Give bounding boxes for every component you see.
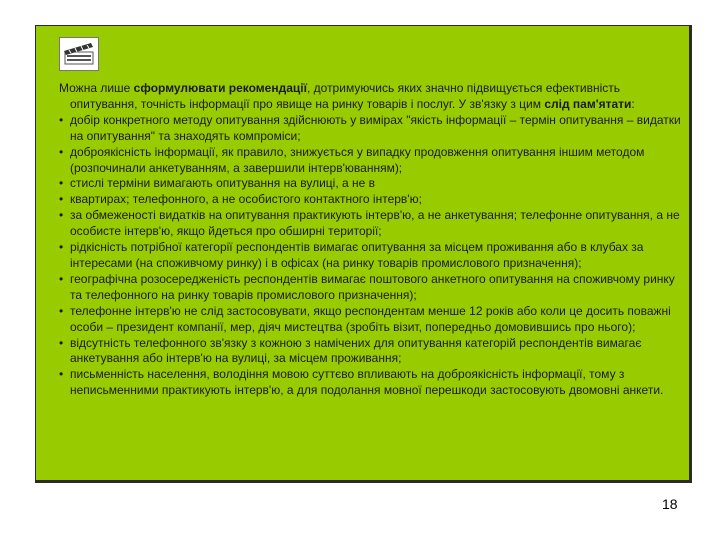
list-item <box>59 240 689 272</box>
list-item-text: відсутність телефонного зв'язку з кожною з намічених для опитування категорій респондентів вимагає анкетування або інтерв'ю на вулиці, за місцем проживання; <box>70 335 642 366</box>
list-item-text: доброякісність інформації, як правило, знижується у випадку продовження опитування іншим методом (розпочинали анкетуванням, а завершили інтерв'юванням); <box>70 144 645 175</box>
list-item-text: рідкісність потрібної категорії респондентів вимагає опитування за місцем проживання або в клубах за інтересами (на споживчому ринку) і в офісах (на ринку товарів промислового призначення); <box>70 240 644 270</box>
bullet-icon: • <box>59 335 64 350</box>
bullet-icon: • <box>59 144 64 159</box>
content-panel <box>35 25 692 483</box>
page-number: 18 <box>662 496 678 512</box>
bullet-icon: • <box>59 271 64 286</box>
list-item <box>59 304 689 336</box>
bullet-icon: • <box>59 192 64 207</box>
list-item-text: письменність населення, володіння мовою суттєво впливають на доброякісність інформації, тому з неписьменними практикують інтерв'ю, а для подолання мовної перешкоди застосовують двомовні анкети. <box>70 367 664 398</box>
intro-part-3: : <box>631 96 635 111</box>
list-item-text: за обмеженості видатків на опитування практикують інтерв'ю, а не анкетування; телефонне опитування, а не особисте інтерв'ю, якщо йдеться про обширні території; <box>70 208 680 239</box>
list-item-text: квартирах; телефонного, а не особистого контактного інтерв'ю; <box>70 192 422 207</box>
list-item <box>59 336 689 368</box>
intro-bold-1: сформулювати рекомендації <box>133 81 307 95</box>
bullet-icon: • <box>59 112 64 127</box>
intro-part-2: , дотримуючись яких значно підвищується ефективність опитування, точність інформації про явище на ринку товарів і послуг. У зв'язку з цим <box>70 81 620 111</box>
intro-paragraph <box>59 81 689 113</box>
list-item-text: телефонне інтерв'ю не слід застосовувати, якщо респондентам менше 12 років або коли це досить поважні особи – президент компанії, мер, діяч мистецтва (зробіть візит, попередньо домовившись про нього); <box>70 303 671 334</box>
bullet-icon: • <box>59 367 64 382</box>
slide-text <box>59 81 689 399</box>
intro-part-1: Можна лише <box>59 81 134 95</box>
recommendation-list <box>59 113 689 399</box>
list-item <box>59 192 689 208</box>
bullet-icon: • <box>59 176 64 191</box>
list-item <box>59 176 689 192</box>
list-item <box>59 208 689 240</box>
list-item-text: добір конкретного методу опитування здійснюють у вимірах "якість інформації – термін опитування – видатки на опитування" та знаходять компроміси; <box>70 112 681 143</box>
list-item-text: стислі терміни вимагають опитування на вулиці, а не в <box>70 176 376 191</box>
bullet-icon: • <box>59 240 64 255</box>
clapperboard-icon <box>59 37 99 71</box>
bullet-icon: • <box>59 208 64 223</box>
list-item <box>59 367 689 399</box>
list-item <box>59 145 689 177</box>
bullet-icon: • <box>59 303 64 318</box>
list-item <box>59 113 689 145</box>
list-item-text: географічна розосередженість респондентів вимагає поштового анкетного опитування на споживчому ринку та телефонного на ринку товарів промислового призначення); <box>70 271 675 302</box>
list-item <box>59 272 689 304</box>
intro-bold-2: слід пам'ятати <box>544 96 632 111</box>
